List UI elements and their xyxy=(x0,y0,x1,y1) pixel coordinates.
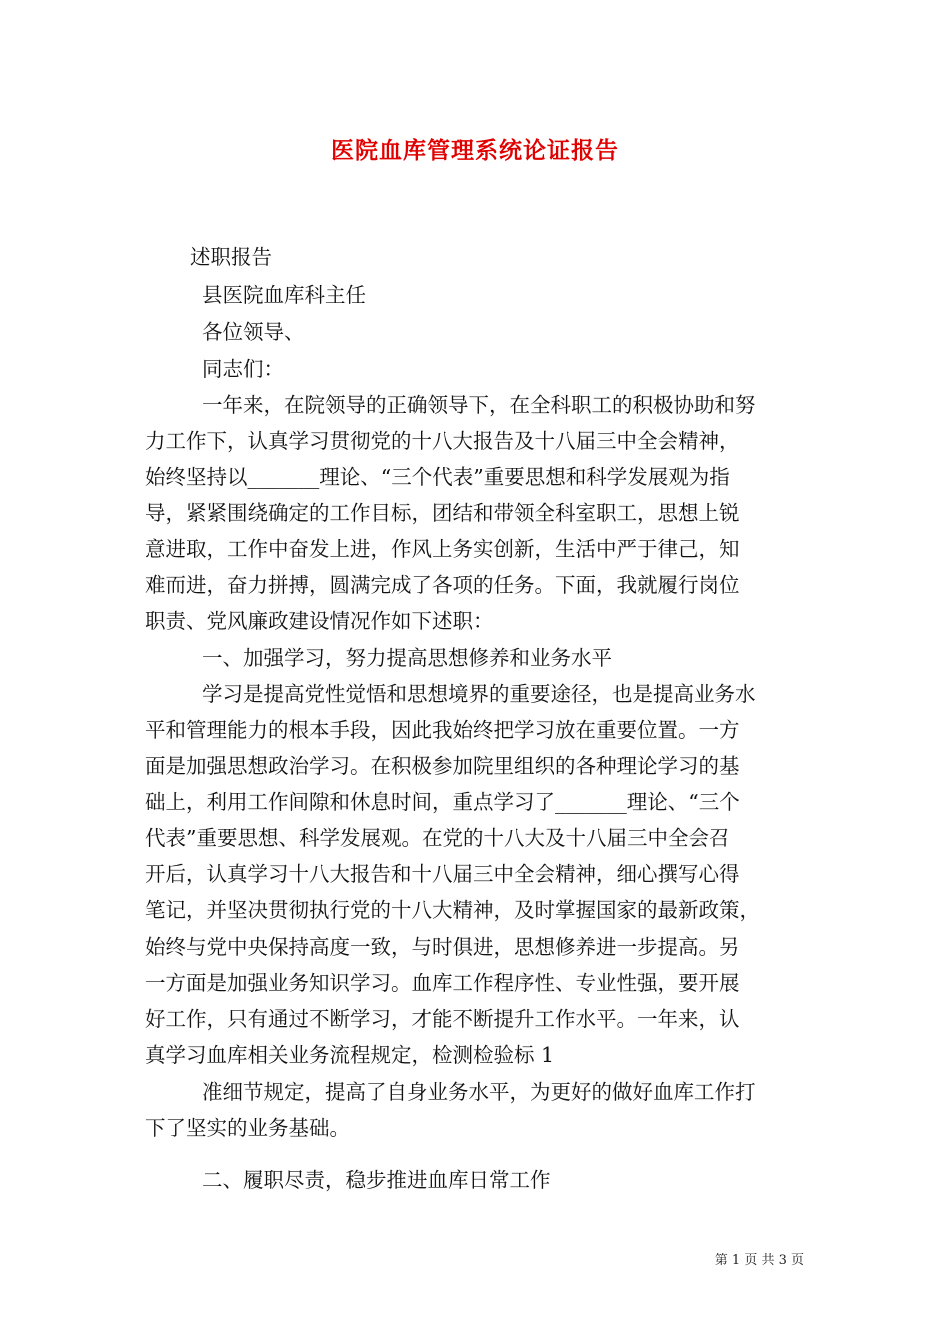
body-line: 职责、党风廉政建设情况作如下述职： xyxy=(145,609,494,633)
body-line: 平和管理能力的根本手段，因此我始终把学习放在重要位置。一方 xyxy=(145,718,740,742)
body-line: 力工作下，认真学习贯彻党的十八大报告及十八届三中全会精神， xyxy=(145,429,740,453)
body-line: 一年来，在院领导的正确领导下，在全科职工的积极协助和努 xyxy=(202,393,756,417)
body-line: 准细节规定，提高了自身业务水平，为更好的做好血库工作打 xyxy=(202,1080,756,1104)
body-line: 同志们： xyxy=(202,357,284,381)
body-line: 导，紧紧围绕确定的工作目标，团结和带领全科室职工，思想上锐 xyxy=(145,501,740,525)
body-line: 学习是提高党性觉悟和思想境界的重要途径，也是提高业务水 xyxy=(202,682,756,706)
body-line: 难而进，奋力拼搏，圆满完成了各项的任务。下面，我就履行岗位 xyxy=(145,573,740,597)
page-number: 第 1 页 共 3 页 xyxy=(714,1253,804,1268)
body-line: 础上，利用工作间隙和休息时间，重点学习了_______理论、“三个 xyxy=(145,790,740,814)
body-line: 始终坚持以_______理论、“三个代表”重要思想和科学发展观为指 xyxy=(145,465,730,489)
body-line: 各位领导、 xyxy=(202,320,305,344)
document-title: 医院血库管理系统论证报告 xyxy=(331,137,619,164)
body-line: 意进取，工作中奋发上进，作风上务实创新，生活中严于律己，知 xyxy=(145,537,740,561)
body-line: 开后，认真学习十八大报告和十八届三中全会精神，细心撰写心得 xyxy=(145,862,740,886)
body-line: 好工作，只有通过不断学习，才能不断提升工作水平。一年来，认 xyxy=(145,1007,740,1031)
body-line: 述职报告 xyxy=(190,245,272,269)
section-heading: 二、履职尽责，稳步推进血库日常工作 xyxy=(202,1168,551,1192)
body-line: 始终与党中央保持高度一致，与时俱进，思想修养进一步提高。另 xyxy=(145,935,740,959)
body-line: 县医院血库科主任 xyxy=(202,283,366,307)
body-line: 一方面是加强业务知识学习。血库工作程序性、专业性强，要开展 xyxy=(145,971,740,995)
body-line: 代表”重要思想、科学发展观。在党的十八大及十八届三中全会召 xyxy=(145,826,730,850)
body-line: 笔记，并坚决贯彻执行党的十八大精神，及时掌握国家的最新政策， xyxy=(145,898,760,922)
body-line: 下了坚实的业务基础。 xyxy=(145,1116,350,1140)
body-line: 真学习血库相关业务流程规定，检测检验标 1 xyxy=(145,1043,555,1067)
body-line: 面是加强思想政治学习。在积极参加院里组织的各种理论学习的基 xyxy=(145,754,740,778)
section-heading: 一、加强学习，努力提高思想修养和业务水平 xyxy=(202,646,612,670)
